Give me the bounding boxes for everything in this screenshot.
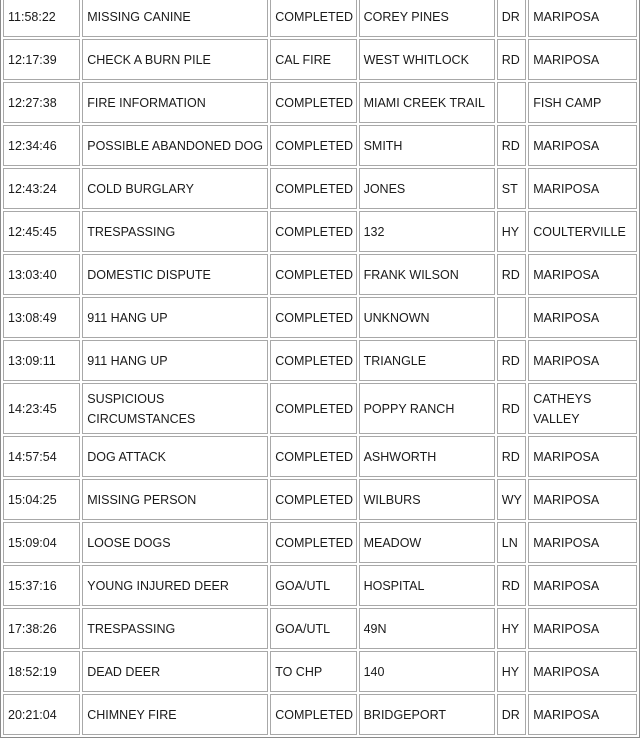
street-cell: BRIDGEPORT: [359, 694, 495, 735]
time-cell: 18:52:19: [3, 651, 80, 692]
description-cell: LOOSE DOGS: [82, 522, 268, 563]
table-row: [3, 168, 637, 209]
disposition-cell: TO CHP: [270, 651, 356, 692]
description-cell: MISSING PERSON: [82, 479, 268, 520]
street-suffix-cell: HY: [497, 651, 526, 692]
description-cell: DOMESTIC DISPUTE: [82, 254, 268, 295]
table-row: [3, 565, 637, 606]
street-suffix-cell: RD: [497, 436, 526, 477]
disposition-cell: COMPLETED: [270, 254, 356, 295]
time-cell: 15:37:16: [3, 565, 80, 606]
table-row: [3, 522, 637, 563]
street-suffix-cell: RD: [497, 383, 526, 434]
street-cell: JONES: [359, 168, 495, 209]
street-cell: 140: [359, 651, 495, 692]
street-cell: MEADOW: [359, 522, 495, 563]
street-cell: UNKNOWN: [359, 297, 495, 338]
city-cell: FISH CAMP: [528, 82, 637, 123]
city-cell: MARIPOSA: [528, 39, 637, 80]
street-suffix-cell: RD: [497, 39, 526, 80]
street-cell: FRANK WILSON: [359, 254, 495, 295]
street-suffix-cell: RD: [497, 254, 526, 295]
disposition-cell: COMPLETED: [270, 168, 356, 209]
description-cell: TRESPASSING: [82, 608, 268, 649]
table-row: [3, 479, 637, 520]
disposition-cell: COMPLETED: [270, 125, 356, 166]
time-cell: 11:58:22: [3, 0, 80, 37]
description-cell: CHECK A BURN PILE: [82, 39, 268, 80]
disposition-cell: COMPLETED: [270, 383, 356, 434]
table-row: [3, 694, 637, 735]
city-cell: MARIPOSA: [528, 694, 637, 735]
street-cell: TRIANGLE: [359, 340, 495, 381]
table-row: [3, 125, 637, 166]
city-cell: CATHEYS VALLEY: [528, 383, 637, 434]
table-row: [3, 383, 637, 434]
street-cell: HOSPITAL: [359, 565, 495, 606]
street-cell: COREY PINES: [359, 0, 495, 37]
city-cell: MARIPOSA: [528, 297, 637, 338]
table-row: [3, 39, 637, 80]
street-cell: SMITH: [359, 125, 495, 166]
city-cell: MARIPOSA: [528, 565, 637, 606]
city-cell: MARIPOSA: [528, 0, 637, 37]
description-cell: SUSPICIOUS CIRCUMSTANCES: [82, 383, 268, 434]
time-cell: 12:45:45: [3, 211, 80, 252]
time-cell: 13:08:49: [3, 297, 80, 338]
description-cell: YOUNG INJURED DEER: [82, 565, 268, 606]
street-cell: MIAMI CREEK TRAIL: [359, 82, 495, 123]
disposition-cell: GOA/UTL: [270, 608, 356, 649]
street-suffix-cell: [497, 297, 526, 338]
disposition-cell: COMPLETED: [270, 0, 356, 37]
time-cell: 15:04:25: [3, 479, 80, 520]
table-row: [3, 436, 637, 477]
description-cell: COLD BURGLARY: [82, 168, 268, 209]
street-cell: POPPY RANCH: [359, 383, 495, 434]
time-cell: 20:21:04: [3, 694, 80, 735]
street-cell: WEST WHITLOCK: [359, 39, 495, 80]
disposition-cell: COMPLETED: [270, 522, 356, 563]
description-cell: DOG ATTACK: [82, 436, 268, 477]
time-cell: 15:09:04: [3, 522, 80, 563]
time-cell: 13:09:11: [3, 340, 80, 381]
street-suffix-cell: ST: [497, 168, 526, 209]
table-row: [3, 0, 637, 37]
disposition-cell: COMPLETED: [270, 694, 356, 735]
street-suffix-cell: WY: [497, 479, 526, 520]
city-cell: COULTERVILLE: [528, 211, 637, 252]
city-cell: MARIPOSA: [528, 254, 637, 295]
street-suffix-cell: LN: [497, 522, 526, 563]
table-row: [3, 254, 637, 295]
street-suffix-cell: HY: [497, 608, 526, 649]
city-cell: MARIPOSA: [528, 436, 637, 477]
city-cell: MARIPOSA: [528, 168, 637, 209]
time-cell: 17:38:26: [3, 608, 80, 649]
description-cell: 911 HANG UP: [82, 297, 268, 338]
description-cell: DEAD DEER: [82, 651, 268, 692]
city-cell: MARIPOSA: [528, 651, 637, 692]
table-row: [3, 651, 637, 692]
city-cell: MARIPOSA: [528, 522, 637, 563]
description-cell: CHIMNEY FIRE: [82, 694, 268, 735]
description-cell: FIRE INFORMATION: [82, 82, 268, 123]
street-cell: ASHWORTH: [359, 436, 495, 477]
table-row: [3, 340, 637, 381]
table-row: [3, 297, 637, 338]
time-cell: 12:27:38: [3, 82, 80, 123]
disposition-cell: CAL FIRE: [270, 39, 356, 80]
time-cell: 12:43:24: [3, 168, 80, 209]
time-cell: 14:23:45: [3, 383, 80, 434]
city-cell: MARIPOSA: [528, 340, 637, 381]
disposition-cell: COMPLETED: [270, 479, 356, 520]
time-cell: 12:34:46: [3, 125, 80, 166]
street-cell: 132: [359, 211, 495, 252]
time-cell: 12:17:39: [3, 39, 80, 80]
street-suffix-cell: DR: [497, 0, 526, 37]
street-cell: 49N: [359, 608, 495, 649]
table-row: [3, 608, 637, 649]
disposition-cell: COMPLETED: [270, 82, 356, 123]
street-cell: WILBURS: [359, 479, 495, 520]
time-cell: 13:03:40: [3, 254, 80, 295]
street-suffix-cell: RD: [497, 340, 526, 381]
disposition-cell: COMPLETED: [270, 436, 356, 477]
disposition-cell: GOA/UTL: [270, 565, 356, 606]
disposition-cell: COMPLETED: [270, 340, 356, 381]
table-row: [3, 82, 637, 123]
city-cell: MARIPOSA: [528, 125, 637, 166]
street-suffix-cell: RD: [497, 125, 526, 166]
city-cell: MARIPOSA: [528, 608, 637, 649]
street-suffix-cell: DR: [497, 694, 526, 735]
city-cell: MARIPOSA: [528, 479, 637, 520]
description-cell: 911 HANG UP: [82, 340, 268, 381]
description-cell: MISSING CANINE: [82, 0, 268, 37]
street-suffix-cell: [497, 82, 526, 123]
street-suffix-cell: HY: [497, 211, 526, 252]
street-suffix-cell: RD: [497, 565, 526, 606]
disposition-cell: COMPLETED: [270, 211, 356, 252]
description-cell: POSSIBLE ABANDONED DOG: [82, 125, 268, 166]
table-row: [3, 211, 637, 252]
description-cell: TRESPASSING: [82, 211, 268, 252]
disposition-cell: COMPLETED: [270, 297, 356, 338]
time-cell: 14:57:54: [3, 436, 80, 477]
